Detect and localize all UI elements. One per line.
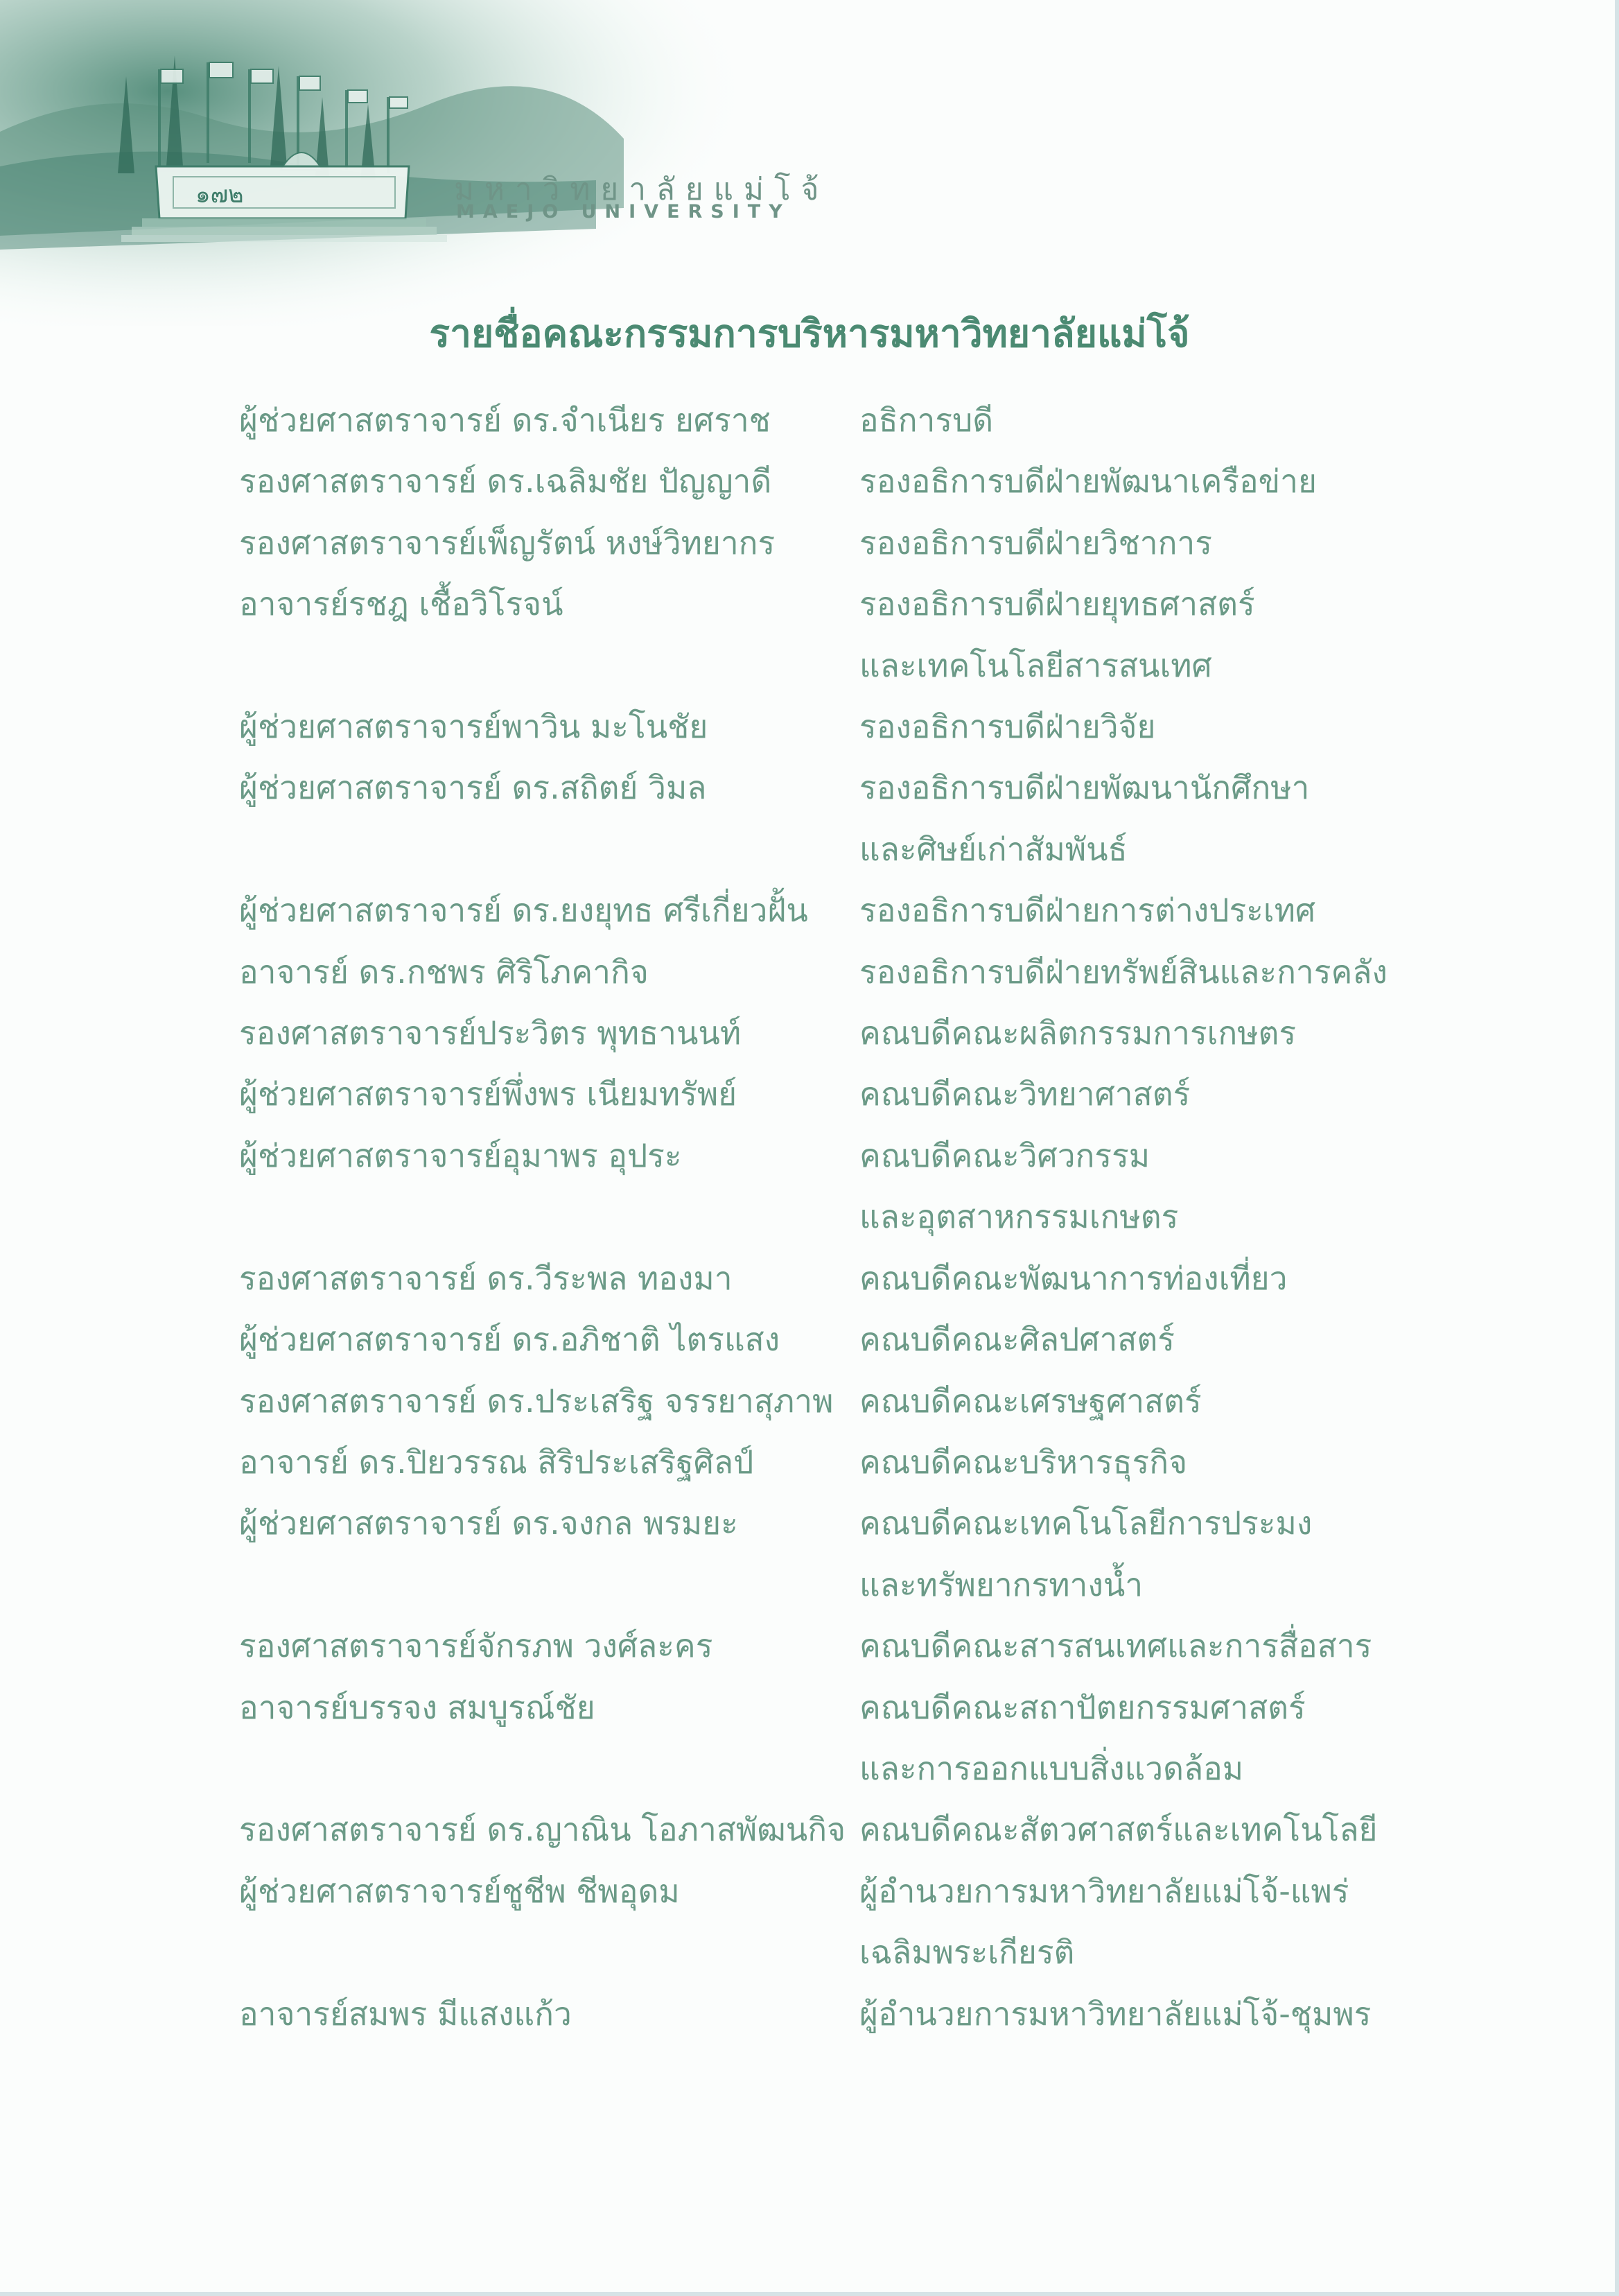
member-position xyxy=(859,1063,1521,1124)
member-name: อาจารย์ ดร.กชพร ศิริโภคากิจ xyxy=(239,953,649,991)
member-position xyxy=(859,512,1521,573)
member-position xyxy=(859,941,1521,1002)
member-name: ผู้ช่วยศาสตราจารย์พาวิน มะโนชัย xyxy=(239,708,708,746)
position-line: รองอธิการบดีฝ่ายพัฒนานักศึกษา xyxy=(859,769,1310,807)
member-name: รองศาสตราจารย์ ดร.ญาณิน โอภาสพัฒนกิจ xyxy=(239,1811,846,1849)
roster-row xyxy=(239,573,1521,696)
roster-row xyxy=(239,1799,1521,1860)
position-line: รองอธิการบดีฝ่ายพัฒนาเครือข่าย xyxy=(859,462,1317,501)
university-name-thai: มหาวิทยาลัยแม่โจ้ xyxy=(454,172,830,207)
position-line: คณบดีคณะวิศวกรรม xyxy=(859,1136,1150,1174)
position-line: และทรัพยากรทางน้ำ xyxy=(859,1565,1144,1603)
member-name: รองศาสตราจารย์ ดร.วีระพล ทองมา xyxy=(239,1259,733,1297)
member-name: รองศาสตราจารย์ ดร.ประเสริฐ จรรยาสุภาพ xyxy=(239,1382,834,1420)
monument-number: ๑๗๒ xyxy=(195,181,244,209)
roster-row xyxy=(239,1432,1521,1493)
member-position xyxy=(859,1677,1521,1800)
member-position xyxy=(859,1125,1521,1248)
position-line: รองอธิการบดีฝ่ายวิชาการ xyxy=(859,523,1212,562)
roster-row xyxy=(239,390,1521,451)
position-line: คณบดีคณะเทคโนโลยีการประมง xyxy=(859,1504,1313,1542)
position-line: ผู้อำนวยการมหาวิทยาลัยแม่โจ้-ชุมพร xyxy=(859,1994,1372,2033)
member-position xyxy=(859,1309,1521,1370)
roster-row xyxy=(239,941,1521,1002)
member-name: ผู้ช่วยศาสตราจารย์อุมาพร อุประ xyxy=(239,1136,682,1174)
position-line: คณบดีคณะสารสนเทศและการสื่อสาร xyxy=(859,1627,1372,1665)
position-line: และเทคโนโลยีสารสนเทศ xyxy=(859,646,1212,684)
roster-row xyxy=(239,880,1521,941)
member-name: ผู้ช่วยศาสตราจารย์พึ่งพร เนียมทรัพย์ xyxy=(239,1075,737,1113)
position-line: รองอธิการบดีฝ่ายวิจัย xyxy=(859,708,1156,746)
member-name: ผู้ช่วยศาสตราจารย์ ดร.ยงยุทธ ศรีเกี่ยวฝั้น xyxy=(239,892,808,930)
member-position xyxy=(859,880,1521,941)
member-position xyxy=(859,1371,1521,1432)
member-position xyxy=(859,1432,1521,1493)
position-line: รองอธิการบดีฝ่ายทรัพย์สินและการคลัง xyxy=(859,953,1388,991)
position-line: คณบดีคณะเศรษฐศาสตร์ xyxy=(859,1382,1202,1420)
member-position xyxy=(859,1799,1521,1860)
committee-roster xyxy=(239,390,1521,2044)
roster-row xyxy=(239,1861,1521,1983)
member-position xyxy=(859,1002,1521,1063)
member-name: รองศาสตราจารย์ ดร.เฉลิมชัย ปัญญาดี xyxy=(239,462,772,501)
member-position xyxy=(859,1861,1521,1983)
roster-row xyxy=(239,1248,1521,1309)
member-name: ผู้ช่วยศาสตราจารย์ ดร.อภิชาติ ไตรแสง xyxy=(239,1321,780,1359)
member-name: ผู้ช่วยศาสตราจารย์ ดร.จำเนียร ยศราช xyxy=(239,401,771,439)
roster-row xyxy=(239,512,1521,573)
member-name: อาจารย์รชฎ เชื้อวิโรจน์ xyxy=(239,585,563,623)
roster-row xyxy=(239,1125,1521,1248)
member-name: อาจารย์บรรจง สมบูรณ์ชัย xyxy=(239,1688,595,1726)
roster-row xyxy=(239,1002,1521,1063)
roster-row xyxy=(239,451,1521,512)
member-position xyxy=(859,1615,1521,1676)
page-title: รายชื่อคณะกรรมการบริหารมหาวิทยาลัยแม่โจ้ xyxy=(429,311,1190,356)
member-name: ผู้ช่วยศาสตราจารย์ ดร.จงกล พรมยะ xyxy=(239,1504,738,1542)
member-position xyxy=(859,1983,1521,2044)
position-line: รองอธิการบดีฝ่ายยุทธศาสตร์ xyxy=(859,585,1255,623)
member-name: รองศาสตราจารย์จักรภพ วงศ์ละคร xyxy=(239,1627,713,1665)
roster-row xyxy=(239,1677,1521,1800)
position-line: และอุตสาหกรรมเกษตร xyxy=(859,1198,1179,1236)
position-line: เฉลิมพระเกียรติ xyxy=(859,1933,1075,1972)
university-monument-header-image xyxy=(0,0,762,326)
position-line: คณบดีคณะศิลปศาสตร์ xyxy=(859,1321,1175,1359)
roster-row xyxy=(239,1309,1521,1370)
roster-row xyxy=(239,1371,1521,1432)
member-position xyxy=(859,696,1521,757)
university-name-english: MAEJO UNIVERSITY xyxy=(456,201,791,223)
member-name: อาจารย์สมพร มีแสงแก้ว xyxy=(239,1994,572,2033)
position-line: อธิการบดี xyxy=(859,401,994,439)
position-line: และศิษย์เก่าสัมพันธ์ xyxy=(859,830,1128,868)
member-position xyxy=(859,390,1521,451)
position-line: คณบดีคณะผลิตกรรมการเกษตร xyxy=(859,1014,1297,1052)
roster-row xyxy=(239,757,1521,880)
roster-row xyxy=(239,1493,1521,1615)
position-line: และการออกแบบสิ่งแวดล้อม xyxy=(859,1749,1244,1787)
position-line: คณบดีคณะสัตวศาสตร์และเทคโนโลยี xyxy=(859,1811,1378,1849)
member-name: ผู้ช่วยศาสตราจารย์ ดร.สถิตย์ วิมล xyxy=(239,769,707,807)
member-name: ผู้ช่วยศาสตราจารย์ชูชีพ ชีพอุดม xyxy=(239,1872,680,1910)
position-line: คณบดีคณะบริหารธุรกิจ xyxy=(859,1443,1188,1481)
member-position xyxy=(859,1493,1521,1615)
position-line: คณบดีคณะสถาปัตยกรรมศาสตร์ xyxy=(859,1688,1306,1726)
position-line: คณบดีคณะพัฒนาการท่องเที่ยว xyxy=(859,1259,1288,1297)
roster-row xyxy=(239,1063,1521,1124)
roster-row xyxy=(239,696,1521,757)
member-position xyxy=(859,1248,1521,1309)
roster-row xyxy=(239,1615,1521,1676)
roster-row xyxy=(239,1983,1521,2044)
member-name: รองศาสตราจารย์ประวิตร พุทธานนท์ xyxy=(239,1014,742,1052)
member-name: อาจารย์ ดร.ปิยวรรณ สิริประเสริฐศิลป์ xyxy=(239,1443,754,1481)
member-position xyxy=(859,451,1521,512)
position-line: คณบดีคณะวิทยาศาสตร์ xyxy=(859,1075,1191,1113)
member-position xyxy=(859,757,1521,880)
position-line: รองอธิการบดีฝ่ายการต่างประเทศ xyxy=(859,892,1316,930)
member-name: รองศาสตราจารย์เพ็ญรัตน์ หงษ์วิทยากร xyxy=(239,523,776,562)
member-position xyxy=(859,573,1521,696)
position-line: ผู้อำนวยการมหาวิทยาลัยแม่โจ้-แพร่ xyxy=(859,1872,1349,1910)
